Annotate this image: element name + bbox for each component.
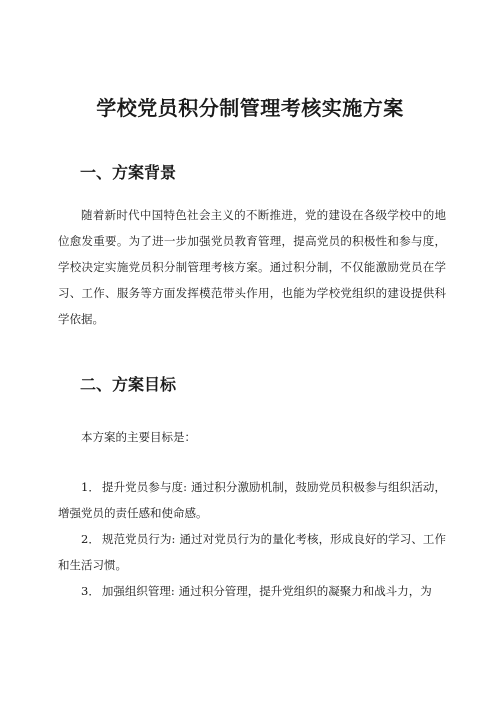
background-paragraph: 随着新时代中国特色社会主义的不断推进，党的建设在各级学校中的地位愈发重要。为了进一步加强党员教育管理，提高党员的积极性和参与度，学校决定实施党员积分制管理考核方案。通过积分制，不仅能激励党员在学习、工作、服务等方面发挥模范带头作用，也能为学校党组织的建设提供科学依据。 xyxy=(58,208,446,326)
item-number: 2． xyxy=(81,532,100,546)
list-item xyxy=(58,474,446,526)
list-item xyxy=(58,526,446,578)
item-label: 规范党员行为: xyxy=(102,532,176,546)
section-heading-background: 一、方案背景 xyxy=(80,163,177,182)
item-number: 3． xyxy=(81,584,100,598)
item-label: 加强组织管理: xyxy=(101,584,175,598)
item-text: 通过积分激励机制，鼓励党员积极参与组织活动，增强党员的责任感和使命感。 xyxy=(58,480,446,520)
section-heading-goals: 二、方案目标 xyxy=(80,375,177,394)
document-title: 学校党员积分制管理考核实施方案 xyxy=(96,96,404,120)
item-text: 通过对党员行为的量化考核，形成良好的学习、工作和生活习惯。 xyxy=(58,532,446,572)
item-text: 通过积分管理，提升党组织的凝聚力和战斗力，为 xyxy=(178,584,432,598)
item-number: 1． xyxy=(81,480,100,494)
goals-list xyxy=(58,474,446,604)
item-label: 提升党员参与度: xyxy=(102,480,188,494)
goals-intro: 本方案的主要目标是： xyxy=(81,430,196,444)
list-item xyxy=(58,578,446,604)
